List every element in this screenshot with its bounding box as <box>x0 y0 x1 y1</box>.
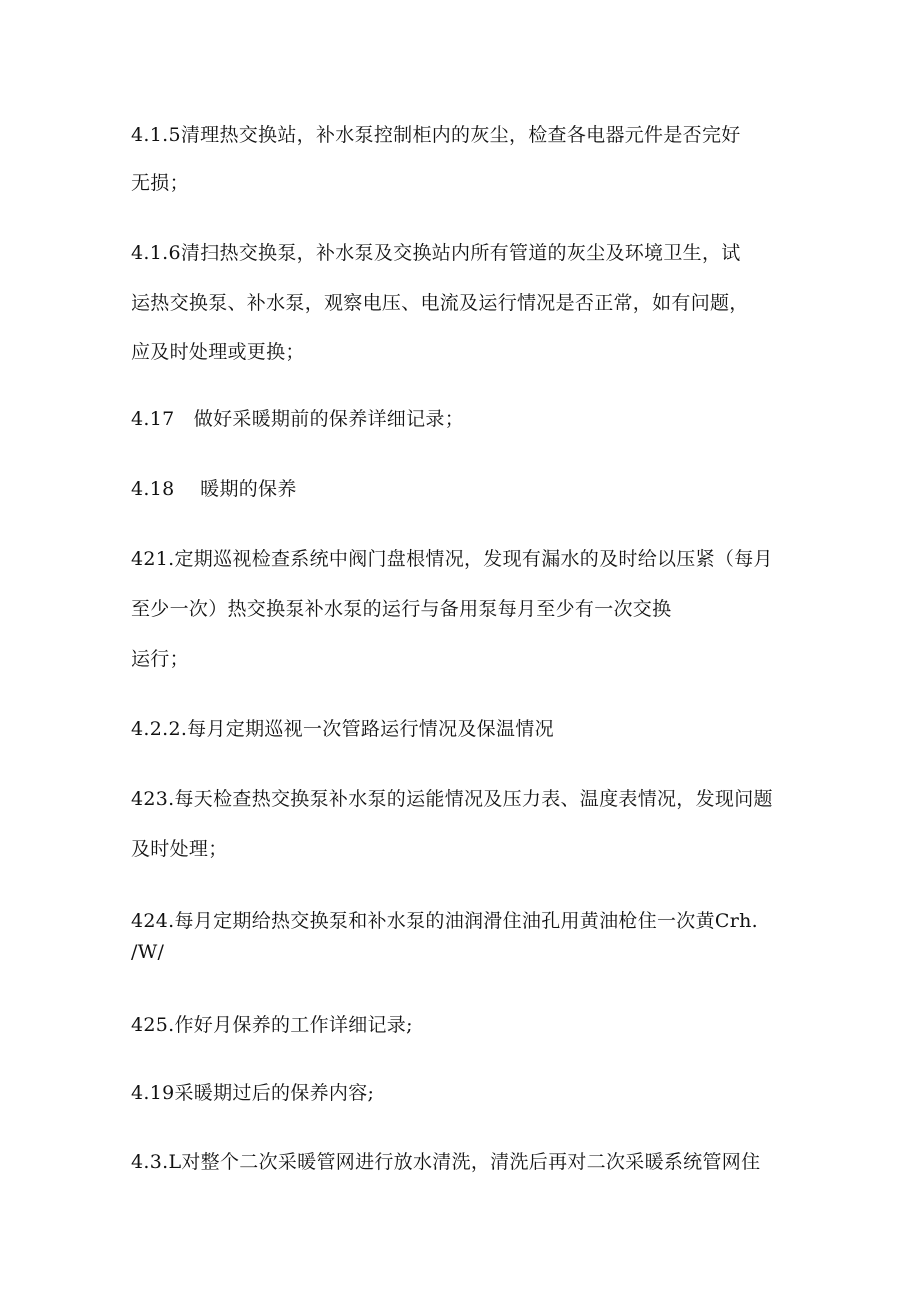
text-line-10: 运行； <box>131 648 189 670</box>
text-line-1: 4.1.5清理热交换站，补水泵控制柜内的灰尘，检查各电器元件是否完好 <box>131 124 741 146</box>
text-line-8: 421.定期巡视检查系统中阀门盘根情况，发现有漏水的及时给以压紧（每月 <box>131 548 773 570</box>
text-line-4: 运热交换泵、补水泵，观察电压、电流及运行情况是否正常，如有问题， <box>131 292 749 314</box>
text-line-6: 4.17 做好采暖期前的保养详细记录； <box>131 408 465 430</box>
text-line-3: 4.1.6清扫热交换泵，补水泵及交换站内所有管道的灰尘及环境卫生，试 <box>131 242 741 264</box>
text-line-18: 4.3.L对整个二次采暖管网进行放水清洗，清洗后再对二次采暖系统管网住 <box>131 1151 761 1173</box>
text-line-14: 424.每月定期给热交换泵和补水泵的油润滑住油孔用黄油枪住一次黄Crh. <box>131 910 759 932</box>
text-line-11: 4.2.2.每月定期巡视一次管路运行情况及保温情况 <box>131 718 554 740</box>
text-line-16: 425.作好月保养的工作详细记录; <box>131 1014 413 1036</box>
text-line-12: 423.每天检查热交换泵补水泵的运能情况及压力表、温度表情况，发现问题 <box>131 788 773 810</box>
text-line-9: 至少一次）热交换泵补水泵的运行与备用泵每月至少有一次交换 <box>131 598 672 620</box>
text-line-15: /W/ <box>131 941 165 963</box>
text-line-7: 4.18 暖期的保养 <box>131 478 297 500</box>
text-line-13: 及时处理； <box>131 838 228 860</box>
text-line-17: 4.19采暖期过后的保养内容; <box>131 1082 375 1104</box>
text-line-5: 应及时处理或更换； <box>131 341 305 363</box>
text-line-2: 无损； <box>131 172 189 194</box>
